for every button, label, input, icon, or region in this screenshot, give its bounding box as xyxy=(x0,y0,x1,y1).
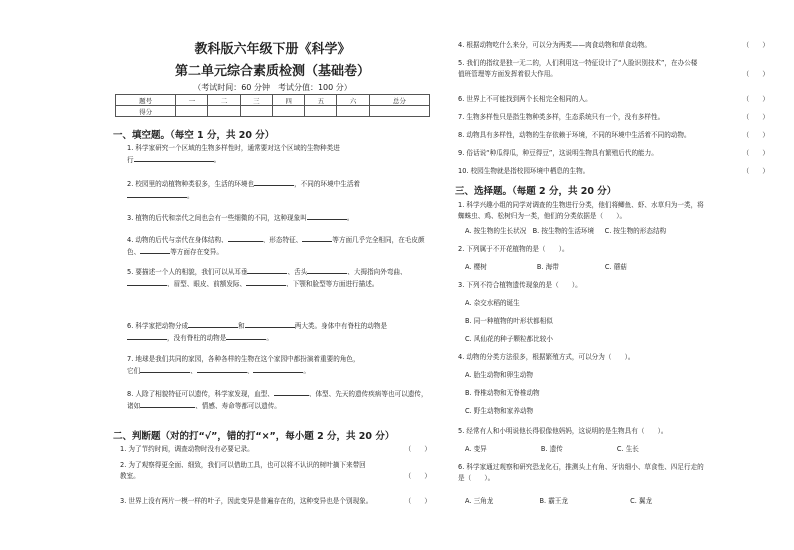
answer-paren[interactable]: （ ） xyxy=(742,149,769,157)
choice-question-3: 3. 下列不符合植物遗传现象的是（ ）。 xyxy=(458,281,582,289)
judge-question-3: 3. 世界上没有两片一模一样的叶子，因此变异是普遍存在的，这种变异也是个别现象。 （ ） xyxy=(120,497,431,505)
option[interactable]: B. 霸王龙 xyxy=(539,497,568,505)
answer-blank[interactable] xyxy=(127,190,187,198)
answer-blank[interactable] xyxy=(140,400,195,408)
judge-question-2: 2. 为了观察得更全面、细致，我们可以借助工具，也可以将不认识的树叶摘下来带回 教室。 （ ） xyxy=(120,461,431,480)
judge-question-8: 8. 动物具有多样性，动物的生存依赖于环境，不同的环境中生活着不同的动物。 （ ） xyxy=(458,131,769,139)
exam-title: 教科版六年级下册《科学》 xyxy=(194,42,351,57)
answer-blank[interactable] xyxy=(307,266,347,274)
score-cell: 总分 xyxy=(369,95,429,106)
score-table-score-row xyxy=(116,106,430,117)
choice-option[interactable]: A. 胎生动物和卵生动物 xyxy=(465,371,533,379)
score-cell: 四 xyxy=(272,95,304,106)
answer-paren[interactable]: （ ） xyxy=(404,472,431,480)
answer-blank[interactable] xyxy=(302,234,332,242)
judge-question-1: 1. 为了节约时间，调查动物时没有必要记录。 （ ） xyxy=(120,445,431,453)
section1-heading: 一、填空题。（每空 1 分，共 20 分） xyxy=(113,130,275,141)
judge-question-4: 4. 根据动物吃什么来分，可以分为两类——肉食动物和草食动物。 （ ） xyxy=(458,41,769,49)
choice-options-5 xyxy=(465,444,785,455)
judge-question-10: 10. 校园生物就是指校园环境中栖息的生物。 （ ） xyxy=(458,167,769,175)
answer-blank[interactable] xyxy=(140,365,190,373)
section2-heading: 二、判断题（对的打“√”，错的打“×”，每小题 2 分，共 20 分） xyxy=(113,431,395,442)
answer-blank[interactable] xyxy=(254,178,294,186)
option[interactable]: B. 按生物的生活环境 xyxy=(532,227,595,235)
answer-blank[interactable] xyxy=(134,154,214,162)
option[interactable]: A. 三角龙 xyxy=(465,497,494,505)
answer-blank[interactable] xyxy=(140,246,170,254)
answer-blank[interactable] xyxy=(307,212,347,220)
choice-option[interactable]: C. 风仙花的种子颗粒都比较小 xyxy=(465,335,553,343)
option[interactable]: A. 变异 xyxy=(465,445,487,453)
score-input-cell[interactable] xyxy=(240,106,272,117)
answer-blank[interactable] xyxy=(188,320,238,328)
fill-question-1: 1. 科学家研究一个区域的生物多样性时，通常要对这个区域的生物种类进 行 。 xyxy=(127,144,340,164)
option[interactable]: C. 蘑菇 xyxy=(604,263,627,271)
answer-blank[interactable] xyxy=(247,266,287,274)
answer-paren[interactable]: （ ） xyxy=(742,131,769,139)
score-cell: 一 xyxy=(176,95,208,106)
score-input-cell[interactable] xyxy=(208,106,240,117)
answer-blank[interactable] xyxy=(127,332,167,340)
option[interactable]: C. 生长 xyxy=(616,445,639,453)
fill-question-8: 8. 人除了相貌特征可以遗传，科学家发现，血型、 、体型、先天的遗传疾病等也可以遗传，诸如 、情感、寿命等都可以遗传。 xyxy=(127,390,428,410)
answer-blank[interactable] xyxy=(226,332,266,340)
fill-question-6: 6. 科学家把动物分成 和 两大类。身体中有脊柱的动物是 ，没有脊柱的动物是 。 xyxy=(127,322,388,342)
judge-question-6: 6. 世界上不可能找到两个长相完全相同的人。 （ ） xyxy=(458,95,769,103)
option[interactable]: A. 按生物的生长状况 xyxy=(465,227,527,235)
score-table xyxy=(115,94,430,117)
choice-options-6 xyxy=(465,496,785,507)
answer-blank[interactable] xyxy=(245,320,295,328)
choice-options-2 xyxy=(465,262,785,273)
score-input-cell[interactable] xyxy=(272,106,304,117)
option[interactable]: C. 按生物的形态结构 xyxy=(604,227,667,235)
choice-option[interactable]: C. 野生动物和家养动物 xyxy=(465,407,534,415)
choice-option[interactable]: B. 同一种植物的叶形状都相似 xyxy=(465,317,553,325)
fill-question-7: 7. 地球是我们共同的家园，各种各样的生物在这个家园中都扮演着重要的角色， 它们 、 、 。 xyxy=(127,355,360,375)
exam-subtitle: 第二单元综合素质检测（基础卷） xyxy=(174,64,370,79)
answer-blank[interactable] xyxy=(197,365,247,373)
score-cell: 三 xyxy=(240,95,272,106)
answer-paren[interactable]: （ ） xyxy=(742,95,769,103)
answer-blank[interactable] xyxy=(246,278,286,286)
answer-paren[interactable]: （ ） xyxy=(742,167,769,175)
score-input-cell[interactable] xyxy=(305,106,337,117)
choice-option[interactable]: A. 杂交水稻的诞生 xyxy=(465,299,520,307)
score-cell: 题号 xyxy=(116,95,176,106)
option[interactable]: B. 遗传 xyxy=(540,445,563,453)
answer-paren[interactable]: （ ） xyxy=(404,445,431,453)
fill-question-5: 5. 要描述一个人的相貌，我们可以从耳垂 、舌头 、大拇指向外弯曲、、眉型、眼皮、前额发际、 、下颚和脸型等方面进行描述。 xyxy=(127,268,407,288)
section3-heading: 三、选择题。（每题 2 分，共 20 分） xyxy=(455,186,617,197)
choice-question-1: 1. 科学兴趣小组的同学对调查的生物进行分类，他们将鲫鱼、虾、水草归为一类，将 蜘蛛虫、鸡、松树归为一类，他们的分类依据是（ ）。 xyxy=(458,201,704,220)
choice-question-4: 4. 动物的分类方法很多，根据繁殖方式，可以分为（ ）。 xyxy=(458,353,635,361)
option[interactable]: C. 翼龙 xyxy=(630,497,653,505)
judge-question-9: 9. 俗话说“种瓜得瓜，种豆得豆”，这说明生物具有繁殖后代的能力。 （ ） xyxy=(458,149,769,157)
choice-question-6: 6. 科学家通过观察和研究恐龙化石，推测头上有角、牙齿细小、草食性、四足行走的 是（ ）。 xyxy=(458,463,704,482)
fill-question-3: 3. 植物的后代和亲代之间也会有一些细微的不同，这种现象叫 。 xyxy=(127,214,354,222)
score-input-cell[interactable] xyxy=(337,106,369,117)
answer-blank[interactable] xyxy=(127,278,167,286)
choice-question-2: 2. 下列属于不开花植物的是（ ）。 xyxy=(458,245,569,253)
score-input-cell[interactable] xyxy=(176,106,208,117)
score-input-cell[interactable] xyxy=(369,106,429,117)
answer-blank[interactable] xyxy=(228,234,263,242)
answer-blank[interactable] xyxy=(274,388,309,396)
choice-option[interactable]: B. 脊椎动物和无脊椎动物 xyxy=(465,389,540,397)
answer-blank[interactable] xyxy=(253,365,303,373)
fill-question-4: 4. 动物的后代与亲代在身体结构、 、形态特征、 等方面几乎完全相同，在毛皮颜色、 等方面存在变异。 xyxy=(127,236,425,256)
exam-meta: （考试时间：60 分钟 考试分值：100 分） xyxy=(193,83,352,92)
answer-paren[interactable]: （ ） xyxy=(742,41,769,49)
choice-options-1 xyxy=(465,226,785,237)
choice-question-5: 5. 经常有人和小明说他长得很像他妈妈，这说明的是生物具有（ ）。 xyxy=(458,427,668,435)
option[interactable]: A. 樱树 xyxy=(465,263,487,271)
option[interactable]: B. 海带 xyxy=(536,263,559,271)
score-cell: 二 xyxy=(208,95,240,106)
score-cell: 五 xyxy=(305,95,337,106)
score-table-header-row xyxy=(116,95,430,106)
score-cell: 六 xyxy=(337,95,369,106)
judge-question-7: 7. 生物多样性只是指生物种类多样，生态系统只有一个，没有多样性。 （ ） xyxy=(458,113,769,121)
fill-question-2: 2. 校园里的动植物种类很多，生活的环境也 ，不同的环境中生活着 。 xyxy=(127,180,361,200)
judge-question-5: 5. 我们的指纹是独一无二的，人们利用这一特征设计了“人脸识别技术”，在办公楼 值班管理等方面发挥着很大作用。 （ ） xyxy=(458,59,769,78)
score-cell: 得分 xyxy=(116,106,176,117)
answer-paren[interactable]: （ ） xyxy=(742,70,769,78)
answer-paren[interactable]: （ ） xyxy=(742,113,769,121)
answer-paren[interactable]: （ ） xyxy=(404,497,431,505)
